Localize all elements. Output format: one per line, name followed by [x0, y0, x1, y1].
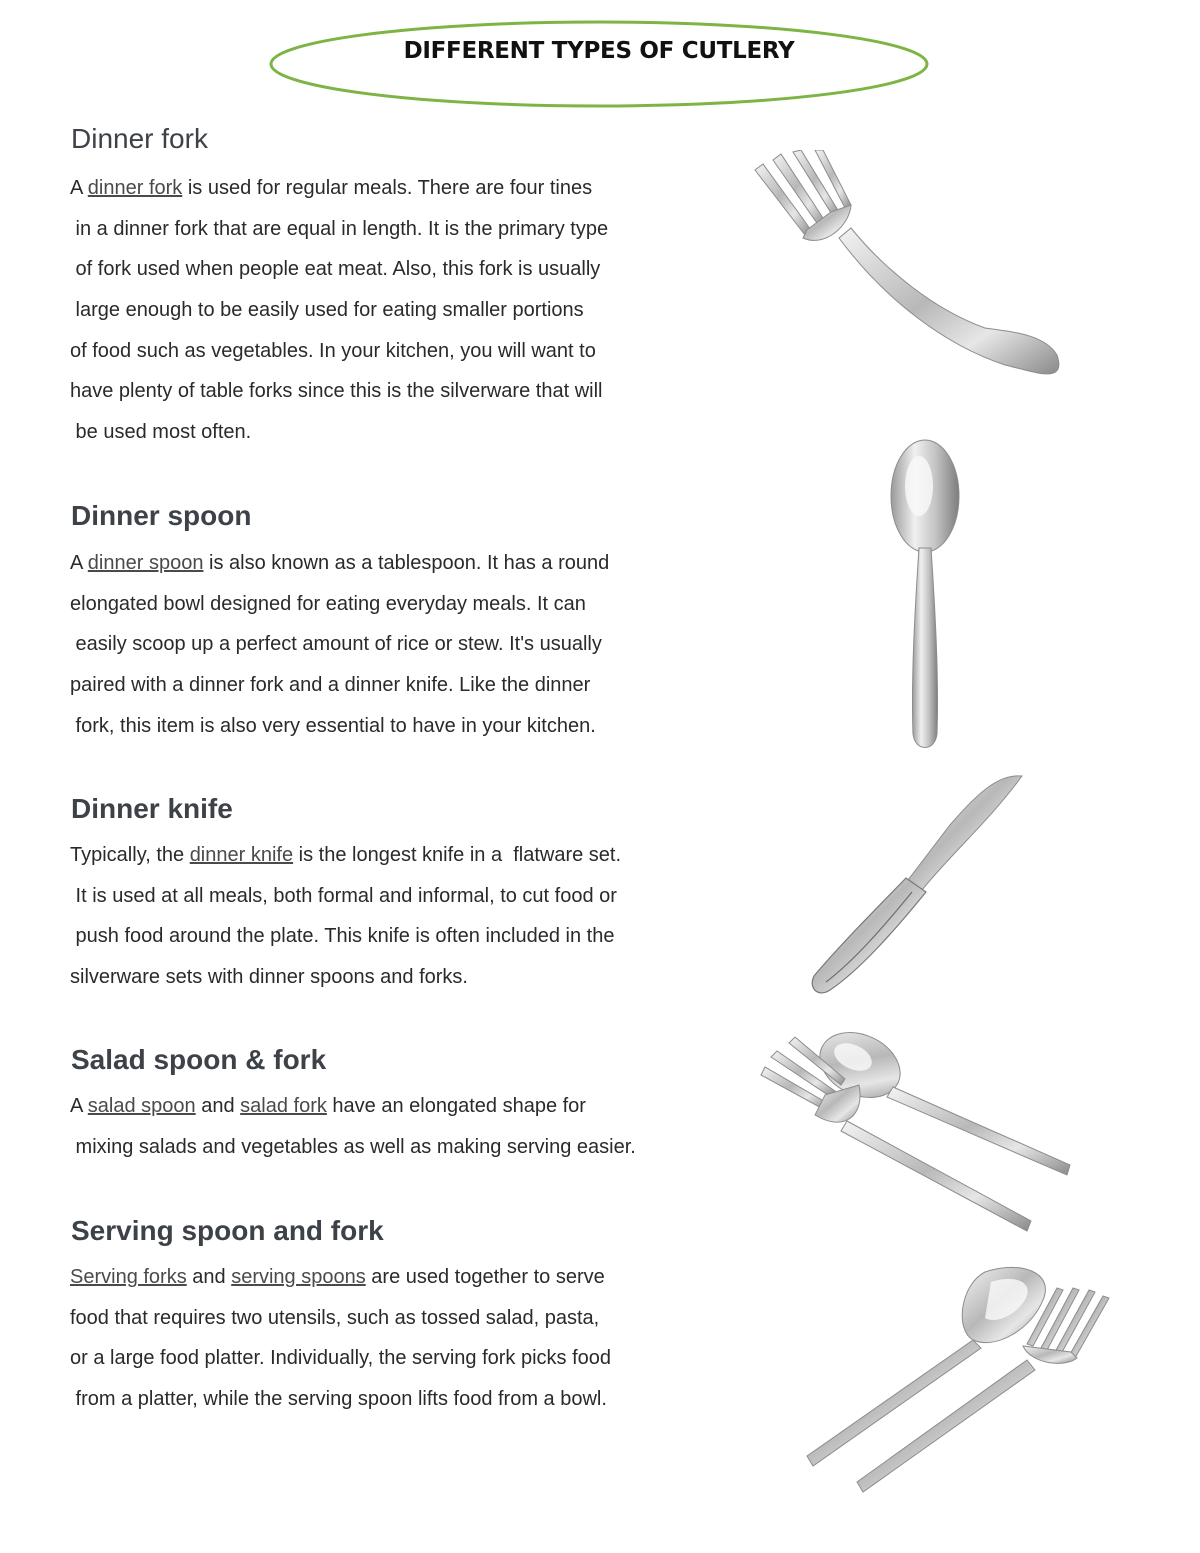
heading-dinner-spoon: Dinner spoon [71, 500, 252, 531]
text-line: A dinner spoon is also known as a tablespoon. It has a round [70, 552, 610, 574]
link-salad-spoon[interactable]: salad spoon [87, 1095, 196, 1117]
text-line: silverware sets with dinner spoons and forks. [70, 966, 468, 989]
text-line: easily scoop up a perfect amount of rice or stew. It's usually [70, 633, 602, 656]
text-line: Serving forks and serving spoons are used together to serve [70, 1266, 605, 1288]
text-line: mixing salads and vegetables as well as making serving easier. [70, 1135, 636, 1158]
paragraph-dinner-fork [70, 168, 608, 453]
link-dinner-spoon[interactable]: dinner spoon [87, 552, 204, 574]
paragraph-dinner-knife [70, 835, 621, 998]
document-title: DIFFERENT TYPES OF CUTLERY [403, 38, 795, 64]
text-line: from a platter, while the serving spoon lifts food from a bowl. [70, 1388, 607, 1411]
title-oval [268, 18, 930, 110]
text-line: of fork used when people eat meat. Also, this fork is usually [70, 258, 601, 281]
text-line: of food such as vegetables. In your kitchen, you will want to [70, 339, 596, 362]
text-line: have plenty of table forks since this is the silverware that will [70, 380, 603, 403]
link-serving-forks[interactable]: Serving forks [70, 1266, 187, 1288]
text-line: large enough to be easily used for eating smaller portions [70, 299, 584, 322]
text-line: A dinner fork is used for regular meals. There are four tines [70, 177, 593, 199]
text-line: A salad spoon and salad fork have an elongated shape for [70, 1095, 586, 1117]
heading-salad-spoon-and-fork: Salad spoon & fork [71, 1044, 327, 1075]
link-serving-spoons[interactable]: serving spoons [231, 1266, 366, 1288]
text-line: It is used at all meals, both formal and informal, to cut food or [70, 884, 617, 907]
paragraph-serving-spoon-and-fork [70, 1257, 611, 1420]
dinner-knife-icon [800, 770, 1030, 1000]
dinner-fork-icon [745, 150, 1075, 395]
paragraph-salad-spoon-and-fork [70, 1086, 636, 1167]
text-line: or a large food platter. Individually, the serving fork picks food [70, 1347, 612, 1370]
text-line: food that requires two utensils, such as tossed salad, pasta, [70, 1306, 600, 1329]
serving-spoon-and-fork-icon [795, 1260, 1115, 1500]
text-line: push food around the plate. This knife is often included in the [70, 925, 615, 948]
link-salad-fork[interactable]: salad fork [240, 1095, 327, 1117]
text-line: in a dinner fork that are equal in length. It is the primary type [70, 217, 609, 240]
text-line: Typically, the dinner knife is the longest knife in a flatware set. [70, 844, 622, 866]
dinner-spoon-icon [885, 438, 965, 756]
heading-dinner-fork: Dinner fork [71, 123, 208, 154]
link-dinner-fork[interactable]: dinner fork [87, 177, 183, 199]
text-line: fork, this item is also very essential to have in your kitchen. [70, 714, 596, 737]
text-line: elongated bowl designed for eating everyday meals. It can [70, 592, 586, 615]
link-dinner-knife[interactable]: dinner knife [189, 844, 294, 866]
salad-spoon-and-fork-icon [755, 1025, 1080, 1235]
paragraph-dinner-spoon [70, 543, 609, 746]
heading-serving-spoon-and-fork: Serving spoon and fork [71, 1215, 384, 1246]
text-line: paired with a dinner fork and a dinner knife. Like the dinner [70, 674, 591, 697]
text-line: be used most often. [70, 421, 252, 444]
heading-dinner-knife: Dinner knife [71, 793, 233, 824]
